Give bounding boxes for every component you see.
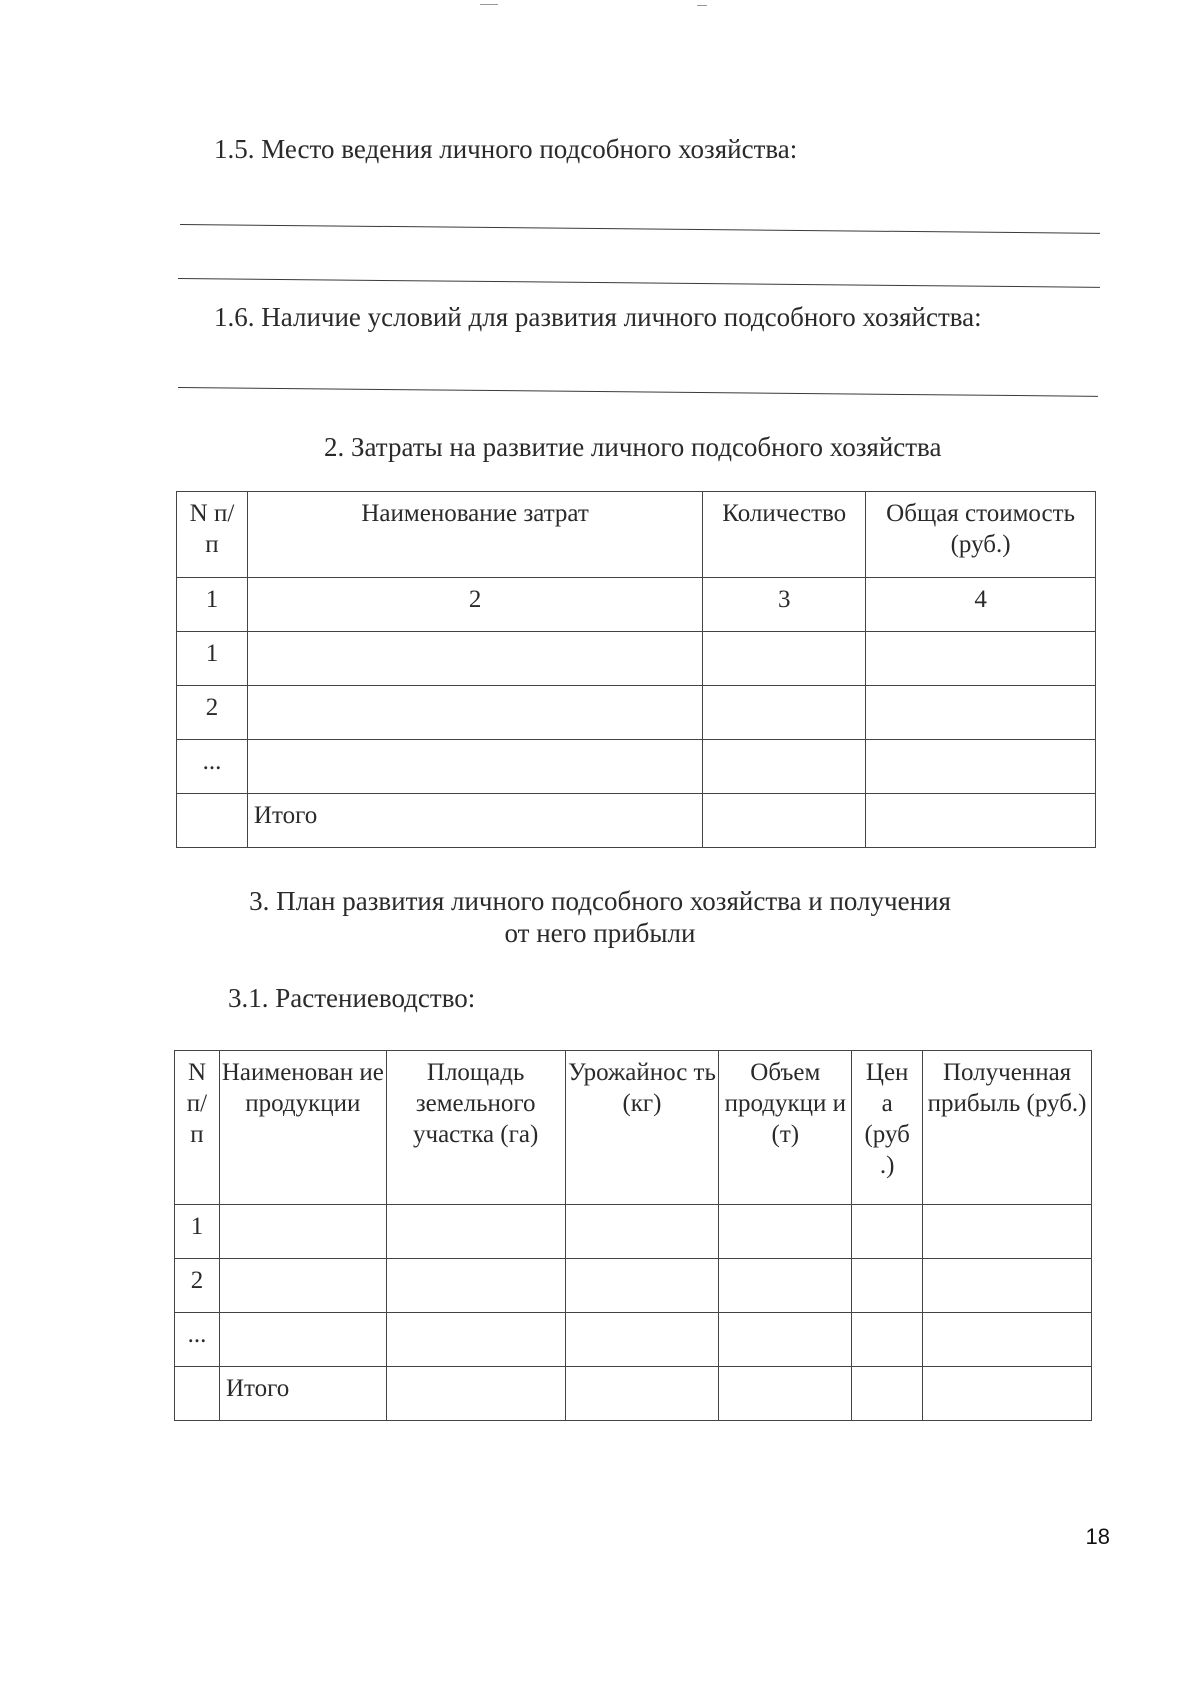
costs-table	[176, 491, 1096, 848]
row-number: 2	[177, 686, 248, 740]
crop-table-header-row	[175, 1051, 1092, 1205]
cost-name-cell[interactable]	[247, 632, 702, 686]
total-row	[177, 794, 1096, 848]
fill-line	[178, 278, 1100, 288]
total-cost-cell[interactable]	[866, 740, 1096, 794]
yield-cell[interactable]	[565, 1313, 719, 1367]
costs-table-header-row	[177, 492, 1096, 578]
table-row	[177, 686, 1096, 740]
fill-line	[178, 387, 1098, 397]
total-cost-cell[interactable]	[866, 794, 1096, 848]
header-profit: Полученная прибыль (руб.)	[923, 1051, 1092, 1205]
header-product-name: Наименован ие продукции	[219, 1051, 386, 1205]
land-area-cell[interactable]	[386, 1259, 565, 1313]
yield-cell[interactable]	[565, 1205, 719, 1259]
section-3-1-subtitle: 3.1. Растениеводство:	[228, 983, 476, 1013]
row-number: 2	[175, 1259, 220, 1313]
product-volume-cell[interactable]	[719, 1259, 852, 1313]
column-number: 3	[703, 578, 866, 632]
header-land-area: Площадь земельного участка (га)	[386, 1051, 565, 1205]
yield-cell[interactable]	[565, 1259, 719, 1313]
column-number-row	[177, 578, 1096, 632]
price-cell[interactable]	[852, 1367, 923, 1421]
total-label: Итого	[247, 794, 702, 848]
row-number: ...	[177, 740, 248, 794]
profit-cell[interactable]	[923, 1259, 1092, 1313]
column-number: 2	[247, 578, 702, 632]
table-row	[177, 632, 1096, 686]
product-name-cell[interactable]	[219, 1205, 386, 1259]
total-label: Итого	[219, 1367, 386, 1421]
row-number	[177, 794, 248, 848]
quantity-cell[interactable]	[703, 632, 866, 686]
page-number: 18	[1085, 1524, 1110, 1549]
table-row	[175, 1259, 1092, 1313]
section-1-5-label: 1.5. Место ведения личного подсобного хозяйства:	[214, 134, 798, 164]
quantity-cell[interactable]	[703, 794, 866, 848]
profit-cell[interactable]	[923, 1367, 1092, 1421]
total-cost-cell[interactable]	[866, 632, 1096, 686]
header-price: Цен а (руб .)	[852, 1051, 923, 1205]
profit-cell[interactable]	[923, 1313, 1092, 1367]
quantity-cell[interactable]	[703, 740, 866, 794]
header-product-volume: Объем продукци и (т)	[719, 1051, 852, 1205]
quantity-cell[interactable]	[703, 686, 866, 740]
scan-artifact	[480, 4, 498, 5]
cost-name-cell[interactable]	[247, 686, 702, 740]
price-cell[interactable]	[852, 1205, 923, 1259]
header-quantity: Количество	[703, 492, 866, 578]
land-area-cell[interactable]	[386, 1367, 565, 1421]
header-number: N п/п	[177, 492, 248, 578]
total-row	[175, 1367, 1092, 1421]
column-number: 1	[177, 578, 248, 632]
price-cell[interactable]	[852, 1259, 923, 1313]
section-3-title-line2: от него прибыли	[504, 918, 696, 948]
row-number	[175, 1367, 220, 1421]
land-area-cell[interactable]	[386, 1205, 565, 1259]
scan-artifact	[697, 5, 707, 6]
header-cost-name: Наименование затрат	[247, 492, 702, 578]
crop-production-table	[174, 1050, 1092, 1421]
profit-cell[interactable]	[923, 1205, 1092, 1259]
table-row	[175, 1313, 1092, 1367]
cost-name-cell[interactable]	[247, 740, 702, 794]
product-volume-cell[interactable]	[719, 1313, 852, 1367]
table-row	[175, 1205, 1092, 1259]
row-number: 1	[177, 632, 248, 686]
row-number: ...	[175, 1313, 220, 1367]
column-number: 4	[866, 578, 1096, 632]
section-2-title: 2. Затраты на развитие личного подсобного хозяйства	[324, 432, 942, 462]
header-yield: Урожайнос ть (кг)	[565, 1051, 719, 1205]
product-volume-cell[interactable]	[719, 1205, 852, 1259]
header-number: N п/ п	[175, 1051, 220, 1205]
section-1-6-label: 1.6. Наличие условий для развития личного подсобного хозяйства:	[214, 302, 982, 332]
total-cost-cell[interactable]	[866, 686, 1096, 740]
product-name-cell[interactable]	[219, 1313, 386, 1367]
land-area-cell[interactable]	[386, 1313, 565, 1367]
product-volume-cell[interactable]	[719, 1367, 852, 1421]
price-cell[interactable]	[852, 1313, 923, 1367]
yield-cell[interactable]	[565, 1367, 719, 1421]
table-row	[177, 740, 1096, 794]
product-name-cell[interactable]	[219, 1259, 386, 1313]
header-total-cost: Общая стоимость (руб.)	[866, 492, 1096, 578]
fill-line	[180, 224, 1100, 234]
section-3-title-line1: 3. План развития личного подсобного хозяйства и получения	[249, 886, 951, 916]
row-number: 1	[175, 1205, 220, 1259]
